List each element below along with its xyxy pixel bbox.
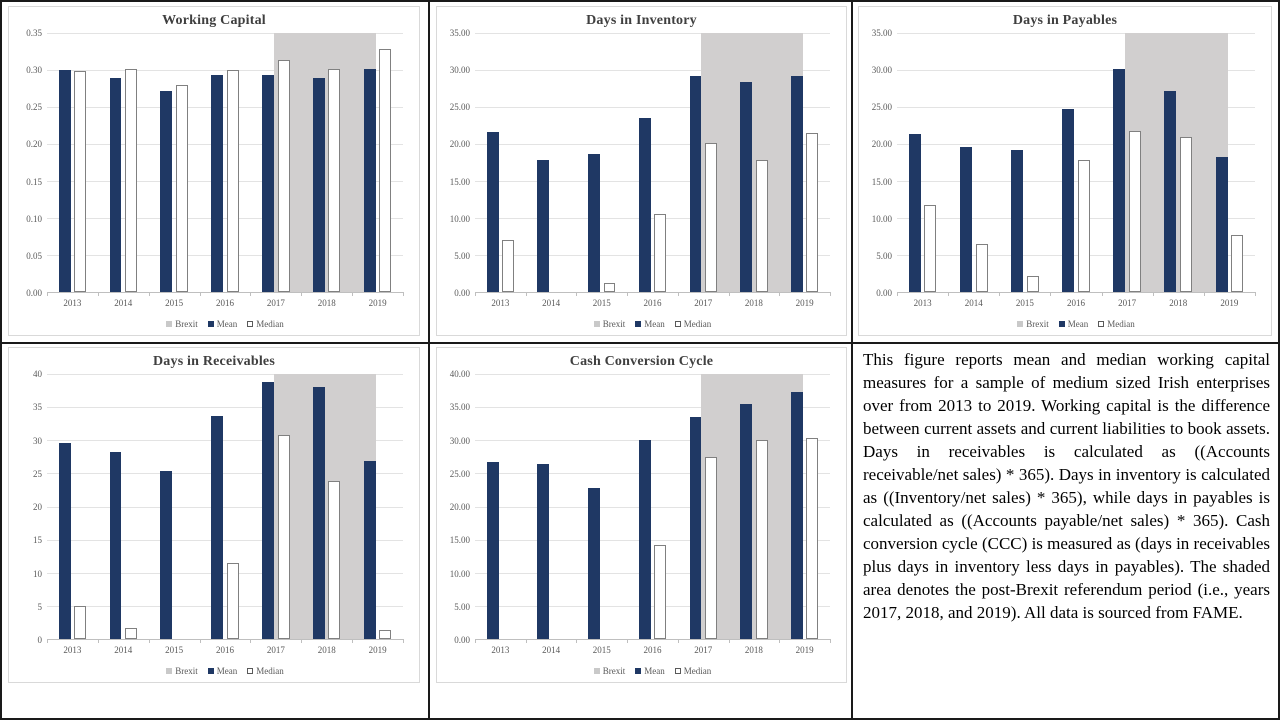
mean-bar-2013 [487, 462, 499, 639]
mean-bar-2018 [1164, 91, 1176, 292]
chart-plot-row [441, 369, 842, 645]
x-axis-tick [403, 639, 404, 643]
legend-swatch-brexit-icon [594, 668, 600, 674]
legend-label: Mean [644, 318, 665, 329]
mean-bar-2019 [364, 461, 376, 639]
median-bar-2015 [1027, 276, 1039, 292]
x-tick-label: 2019 [795, 645, 814, 655]
y-tick-label: 0.10 [26, 213, 42, 224]
x-tick-label: 2018 [744, 645, 763, 655]
legend-swatch-brexit-icon [166, 668, 172, 674]
legend-swatch-mean-icon [1059, 321, 1065, 327]
legend-label: Mean [1067, 318, 1089, 329]
legend-swatch-brexit-icon [1017, 321, 1023, 327]
y-tick-label: 0.25 [26, 102, 42, 113]
median-bar-2019 [806, 133, 818, 292]
x-axis-labels [47, 645, 403, 659]
x-tick-label: 2014 [964, 298, 983, 308]
x-tick-label: 2015 [592, 645, 611, 655]
mean-bar-2016 [211, 75, 223, 292]
x-tick-label: 2015 [165, 298, 184, 308]
x-axis-tick [779, 292, 780, 296]
x-axis-tick [830, 639, 831, 643]
x-tick-label: 2016 [643, 298, 662, 308]
mean-bar-2018 [313, 78, 325, 292]
x-tick-label: 2013 [491, 645, 510, 655]
x-tick-label: 2017 [1118, 298, 1137, 308]
legend-label: Median [256, 665, 284, 676]
x-axis-tick [47, 639, 48, 643]
x-axis-tick [1204, 292, 1205, 296]
x-tick-label: 2013 [913, 298, 932, 308]
x-axis-labels [47, 298, 403, 312]
x-tick-label: 2018 [317, 645, 336, 655]
mean-bar-2016 [639, 118, 651, 292]
y-tick-label: 5.00 [454, 250, 470, 261]
x-tick-label: 2019 [795, 298, 814, 308]
x-tick-label: 2018 [317, 298, 336, 308]
mean-bar-2014 [537, 160, 549, 292]
legend-swatch-brexit-icon [594, 321, 600, 327]
y-tick-label: 10.00 [871, 213, 892, 224]
mean-bar-2014 [537, 464, 549, 639]
median-bar-2018 [328, 481, 340, 639]
x-tick-label: 2017 [694, 298, 713, 308]
legend-item-brexit [166, 319, 198, 329]
y-tick-label: 0.35 [26, 28, 42, 38]
legend-item-brexit [166, 666, 198, 676]
x-tick-label: 2019 [368, 298, 387, 308]
y-axis-labels [441, 369, 475, 645]
plot-area [47, 374, 403, 640]
y-tick-label: 0.00 [454, 288, 470, 298]
mean-bar-2013 [59, 70, 71, 292]
x-tick-label: 2015 [165, 645, 184, 655]
x-tick-label: 2017 [266, 298, 285, 308]
legend-item-mean [635, 319, 665, 329]
y-tick-label: 5.00 [454, 601, 470, 612]
y-tick-label: 0.05 [26, 250, 42, 261]
x-axis-tick [729, 639, 730, 643]
x-axis-tick [729, 292, 730, 296]
y-tick-label: 30.00 [449, 435, 470, 446]
x-axis-tick [1153, 292, 1154, 296]
chart-legend [47, 315, 403, 332]
x-axis-tick [1255, 292, 1256, 296]
y-tick-label: 15.00 [871, 176, 892, 187]
column-divider-1 [428, 0, 430, 720]
chart-legend [47, 662, 403, 679]
x-axis-tick [149, 639, 150, 643]
legend-label: Median [683, 665, 712, 676]
mean-bar-2014 [110, 78, 122, 292]
x-axis-tick [98, 292, 99, 296]
x-tick-label: 2013 [491, 298, 510, 308]
y-tick-label: 30.00 [871, 65, 892, 76]
y-tick-label: 0.00 [454, 635, 470, 645]
y-tick-label: 5.00 [876, 250, 892, 261]
chart-plot-row [441, 28, 842, 298]
legend-label: Mean [644, 665, 665, 676]
mean-bar-2016 [1062, 109, 1074, 292]
mean-bar-2018 [313, 387, 325, 639]
x-axis-tick [948, 292, 949, 296]
x-axis-tick [352, 292, 353, 296]
x-tick-label: 2015 [1015, 298, 1034, 308]
y-tick-label: 40.00 [449, 369, 470, 379]
legend-swatch-median-icon [675, 668, 681, 674]
median-bar-2014 [125, 69, 137, 292]
x-tick-label: 2019 [1220, 298, 1239, 308]
y-tick-label: 40 [33, 369, 42, 379]
x-axis-tick [475, 292, 476, 296]
legend-label: Brexit [602, 665, 626, 676]
mean-bar-2017 [1113, 69, 1125, 292]
y-tick-label: 0.20 [26, 139, 42, 150]
x-tick-label: 2016 [215, 645, 234, 655]
x-tick-label: 2013 [63, 298, 82, 308]
legend-label: Median [683, 318, 712, 329]
mean-bar-2018 [740, 404, 752, 639]
x-tick-label: 2016 [215, 298, 234, 308]
y-tick-label: 20.00 [449, 502, 470, 512]
mean-bar-2017 [690, 76, 702, 292]
y-tick-label: 35 [33, 402, 42, 413]
mean-bar-2015 [588, 488, 600, 639]
median-bar-2019 [379, 630, 391, 639]
chart-legend [475, 315, 830, 332]
chart-title: Cash Conversion Cycle [569, 354, 714, 369]
x-tick-label: 2014 [542, 298, 561, 308]
x-axis-tick [576, 639, 577, 643]
mean-bar-2013 [487, 132, 499, 292]
y-tick-label: 0.00 [876, 288, 892, 298]
x-axis-labels [475, 298, 830, 312]
median-bar-2013 [924, 205, 936, 292]
x-tick-label: 2018 [744, 298, 763, 308]
x-axis-tick [301, 639, 302, 643]
median-bar-2013 [502, 240, 514, 292]
mean-bar-2017 [690, 417, 702, 639]
x-axis-tick [200, 292, 201, 296]
mean-bar-2019 [364, 69, 376, 292]
legend-label: Brexit [175, 665, 198, 676]
y-axis-labels [441, 28, 475, 298]
x-axis-tick [98, 639, 99, 643]
x-tick-label: 2019 [368, 645, 387, 655]
legend-swatch-mean-icon [635, 668, 641, 674]
median-bar-2018 [756, 440, 768, 639]
x-axis-tick [897, 292, 898, 296]
legend-swatch-mean-icon [208, 668, 214, 674]
plot-area [897, 33, 1255, 293]
median-bar-2014 [976, 244, 988, 292]
legend-swatch-mean-icon [208, 321, 214, 327]
y-axis-labels [13, 28, 47, 298]
x-axis-labels [897, 298, 1255, 312]
mean-bar-2015 [1011, 150, 1023, 292]
legend-swatch-median-icon [1098, 321, 1104, 327]
legend-label: Median [256, 318, 284, 329]
x-axis-tick [149, 292, 150, 296]
plot-area [475, 33, 830, 293]
legend-label: Mean [216, 665, 238, 676]
median-bar-2014 [125, 628, 137, 639]
y-tick-label: 25 [33, 468, 42, 479]
y-tick-label: 0.00 [26, 288, 42, 298]
x-axis-tick [250, 639, 251, 643]
median-bar-2013 [74, 71, 86, 292]
x-axis-tick [1102, 292, 1103, 296]
chart-title: Days in Payables [1012, 13, 1118, 28]
median-bar-2017 [705, 143, 717, 292]
median-bar-2018 [328, 69, 340, 292]
x-axis-tick [200, 639, 201, 643]
mean-bar-2015 [160, 471, 172, 639]
chart-days-in-payables [858, 6, 1272, 336]
x-tick-label: 2016 [643, 645, 662, 655]
legend-item-mean [208, 319, 238, 329]
legend-item-median [247, 666, 284, 676]
y-tick-label: 15.00 [449, 535, 470, 546]
x-axis-tick [678, 292, 679, 296]
mean-bar-2014 [960, 147, 972, 292]
x-tick-label: 2013 [63, 645, 82, 655]
y-tick-label: 15 [33, 535, 42, 546]
median-bar-2017 [1129, 131, 1141, 292]
median-bar-2017 [278, 435, 290, 639]
mean-bar-2015 [588, 154, 600, 292]
mean-bar-2018 [740, 82, 752, 292]
legend-item-mean [208, 666, 238, 676]
y-axis-labels [13, 369, 47, 645]
y-tick-label: 10.00 [449, 213, 470, 224]
mean-bar-2019 [1216, 157, 1228, 292]
x-tick-label: 2015 [592, 298, 611, 308]
chart-plot-row [863, 28, 1267, 298]
chart-working-capital [8, 6, 420, 336]
x-axis-tick [999, 292, 1000, 296]
mean-bar-2015 [160, 91, 172, 292]
median-bar-2017 [278, 60, 290, 292]
median-bar-2019 [379, 49, 391, 292]
y-tick-label: 15.00 [449, 176, 470, 187]
y-tick-label: 20 [33, 502, 42, 512]
median-bar-2013 [74, 606, 86, 639]
x-axis-tick [301, 292, 302, 296]
legend-label: Mean [216, 318, 238, 329]
x-axis-tick [47, 292, 48, 296]
figure-caption: This figure reports mean and median working capital measures for a sample of medium sized Irish enterprises over from 2013 to 2019. Working capital is the difference between current assets and current liabilities to book assets. Days in receivables is calculated as ((Accounts receivable/net sales) * 365). Days in inventory is calculated as ((Inventory/net sales) * 365), while days in payables is calculated as ((Accounts payable/net sales) * 365). Cash conversion cycle (CCC) is measured as (days in receivables plus days in inventory less days in payables). The shaded area denotes the post-Brexit referendum period (i.e., years 2017, 2018, and 2019). All data is sourced from FAME. [863, 350, 1270, 622]
plot-area [475, 374, 830, 640]
legend-item-median [675, 319, 712, 329]
y-tick-label: 30 [33, 435, 42, 446]
median-bar-2015 [176, 85, 188, 292]
x-tick-label: 2014 [114, 645, 133, 655]
legend-label: Median [1107, 318, 1135, 329]
x-tick-label: 2016 [1066, 298, 1085, 308]
y-tick-label: 25.00 [449, 468, 470, 479]
x-axis-tick [250, 292, 251, 296]
mean-bar-2017 [262, 75, 274, 292]
median-bar-2016 [654, 214, 666, 292]
chart-days-in-inventory [436, 6, 847, 336]
x-axis-tick [526, 639, 527, 643]
x-axis-tick [475, 639, 476, 643]
chart-title: Days in Receivables [152, 354, 275, 369]
y-tick-label: 10.00 [449, 568, 470, 579]
column-divider-2 [851, 0, 853, 720]
chart-plot-row [13, 28, 415, 298]
y-tick-label: 0.30 [26, 65, 42, 76]
y-tick-label: 35.00 [449, 402, 470, 413]
median-bar-2015 [604, 283, 616, 292]
legend-label: Brexit [1026, 318, 1049, 329]
x-axis-tick [352, 639, 353, 643]
x-axis-tick [627, 639, 628, 643]
x-axis-tick [627, 292, 628, 296]
legend-label: Brexit [602, 318, 626, 329]
median-bar-2016 [227, 563, 239, 639]
x-axis-tick [403, 292, 404, 296]
y-tick-label: 0 [37, 635, 42, 645]
legend-swatch-median-icon [675, 321, 681, 327]
median-bar-2017 [705, 457, 717, 639]
legend-swatch-median-icon [247, 321, 253, 327]
legend-item-brexit [594, 666, 626, 676]
legend-item-median [675, 666, 712, 676]
x-axis-tick [526, 292, 527, 296]
median-bar-2019 [806, 438, 818, 639]
y-tick-label: 20.00 [871, 139, 892, 150]
y-tick-label: 5 [37, 601, 42, 612]
x-axis-tick [1050, 292, 1051, 296]
y-tick-label: 10 [33, 568, 42, 579]
legend-item-mean [1059, 319, 1089, 329]
legend-item-brexit [1017, 319, 1049, 329]
x-tick-label: 2018 [1169, 298, 1188, 308]
mean-bar-2013 [59, 443, 71, 639]
x-axis-tick [576, 292, 577, 296]
chart-legend [475, 662, 830, 679]
x-tick-label: 2017 [266, 645, 285, 655]
y-tick-label: 20.00 [449, 139, 470, 150]
chart-plot-row [13, 369, 415, 645]
x-tick-label: 2017 [694, 645, 713, 655]
median-bar-2019 [1231, 235, 1243, 292]
row-divider [0, 342, 1280, 344]
y-tick-label: 30.00 [449, 65, 470, 76]
x-axis-labels [475, 645, 830, 659]
y-axis-labels [863, 28, 897, 298]
legend-label: Brexit [175, 318, 198, 329]
mean-bar-2013 [909, 134, 921, 292]
x-axis-tick [678, 639, 679, 643]
y-tick-label: 25.00 [449, 102, 470, 113]
chart-title: Days in Inventory [586, 13, 697, 28]
legend-item-median [247, 319, 284, 329]
x-tick-label: 2014 [542, 645, 561, 655]
chart-title: Working Capital [162, 13, 266, 28]
median-bar-2016 [1078, 160, 1090, 292]
y-tick-label: 0.15 [26, 176, 42, 187]
legend-item-mean [635, 666, 665, 676]
legend-item-median [1098, 319, 1135, 329]
mean-bar-2019 [791, 392, 803, 639]
median-bar-2018 [756, 160, 768, 292]
median-bar-2016 [227, 70, 239, 292]
x-axis-tick [830, 292, 831, 296]
legend-swatch-brexit-icon [166, 321, 172, 327]
legend-item-brexit [594, 319, 626, 329]
x-axis-tick [779, 639, 780, 643]
chart-legend [897, 315, 1255, 332]
chart-cash-conversion-cycle [436, 347, 847, 683]
mean-bar-2017 [262, 382, 274, 639]
legend-swatch-mean-icon [635, 321, 641, 327]
y-tick-label: 35.00 [449, 28, 470, 38]
mean-bar-2019 [791, 76, 803, 292]
mean-bar-2016 [639, 440, 651, 639]
legend-swatch-median-icon [247, 668, 253, 674]
mean-bar-2014 [110, 452, 122, 639]
median-bar-2016 [654, 545, 666, 639]
y-tick-label: 35.00 [871, 28, 892, 38]
mean-bar-2016 [211, 416, 223, 639]
x-tick-label: 2014 [114, 298, 133, 308]
y-tick-label: 25.00 [871, 102, 892, 113]
chart-days-in-receivables [8, 347, 420, 683]
median-bar-2018 [1180, 137, 1192, 292]
plot-area [47, 33, 403, 293]
